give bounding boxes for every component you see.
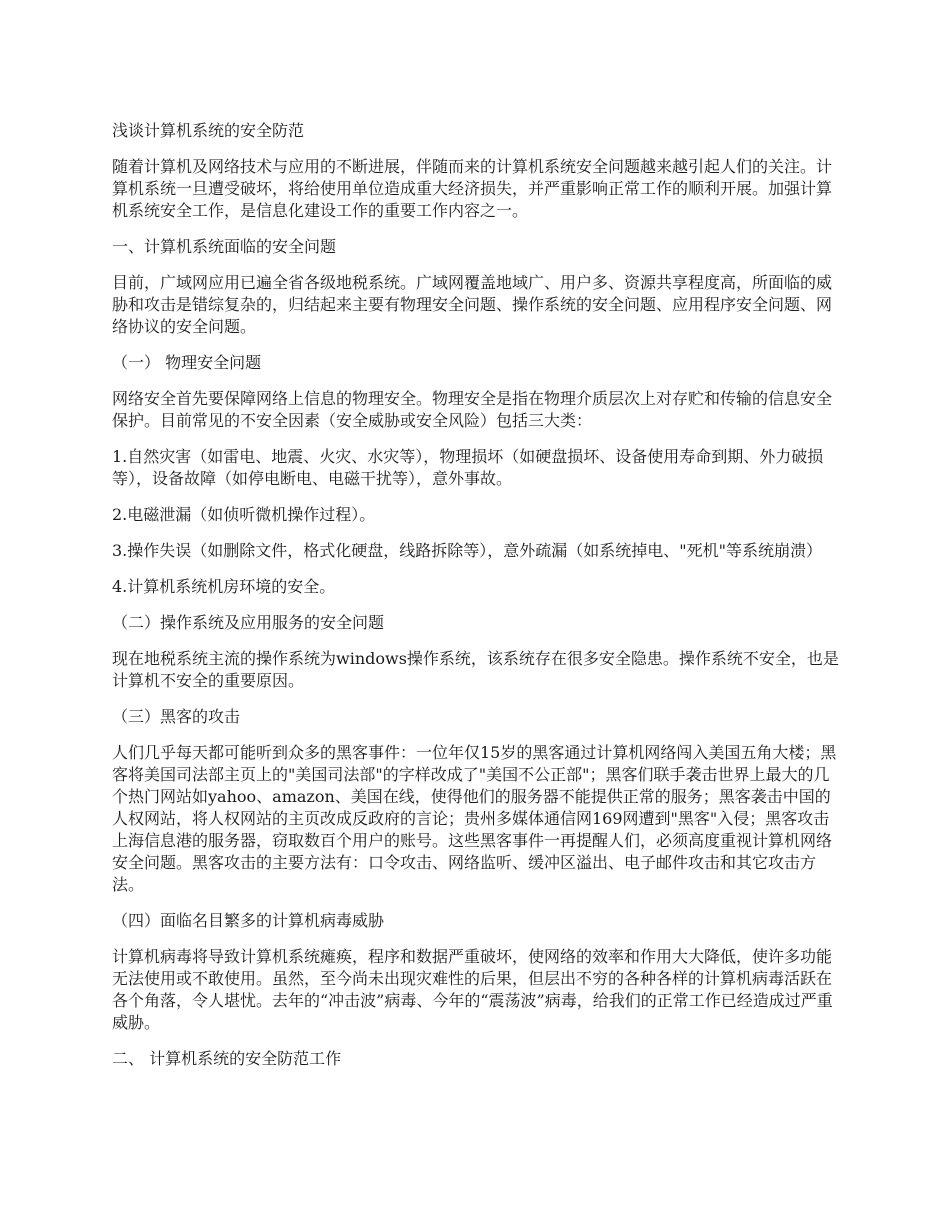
section-heading-1: 一、计算机系统面临的安全问题	[112, 237, 337, 256]
subsection-heading-2: （二）操作系统及应用服务的安全问题	[112, 613, 385, 632]
document-body	[112, 120, 842, 1084]
section-heading-2: 二、 计算机系统的安全防范工作	[112, 1049, 342, 1068]
paragraph: 现在地税系统主流的操作系统为windows操作系统，该系统存在很多安全隐患。操作系统不安全，也是计算机不安全的重要原因。	[112, 649, 839, 690]
list-item: 3.操作失误（如删除文件，格式化硬盘，线路拆除等），意外疏漏（如系统掉电、"死机"等系统崩溃）	[112, 541, 822, 560]
document-title: 浅谈计算机系统的安全防范	[112, 121, 305, 140]
list-item: 1.自然灾害（如雷电、地震、火灾、水灾等），物理损坏（如硬盘损坏、设备使用寿命到期、外力破损等），设备故障（如停电断电、电磁干扰等），意外事故。	[112, 447, 824, 488]
paragraph: 计算机病毒将导致计算机系统瘫痪，程序和数据严重破坏，使网络的效率和作用大大降低，使许多功能无法使用或不敢使用。虽然，至今尚未出现灾难性的后果，但层出不穷的各种各样的计算机病毒活跃在各个角落，令人堪忧。去年的“冲击波”病毒、今年的“震荡波”病毒，给我们的正常工作已经造成过严重威胁。	[112, 947, 833, 1032]
subsection-heading-3: （三）黑客的攻击	[112, 707, 241, 726]
list-item: 2.电磁泄漏（如侦听微机操作过程）。	[112, 505, 376, 524]
list-item: 4.计算机系统机房环境的安全。	[112, 577, 336, 596]
subsection-heading-4: （四）面临名目繁多的计算机病毒威胁	[112, 911, 385, 930]
subsection-heading-1: （一） 物理安全问题	[112, 353, 262, 372]
paragraph: 目前，广域网应用已遍全省各级地税系统。广域网覆盖地域广、用户多、资源共享程度高，所面临的威胁和攻击是错综复杂的，归结起来主要有物理安全问题、操作系统的安全问题、应用程序安全问题、网络协议的安全问题。	[112, 273, 833, 336]
paragraph-intro: 随着计算机及网络技术与应用的不断进展，伴随而来的计算机系统安全问题越来越引起人们的关注。计算机系统一旦遭受破坏，将给使用单位造成重大经济损失，并严重影响正常工作的顺利开展。加强计算机系统安全工作，是信息化建设工作的重要工作内容之一。	[112, 157, 833, 220]
paragraph: 人们几乎每天都可能听到众多的黑客事件：一位年仅15岁的黑客通过计算机网络闯入美国五角大楼；黑客将美国司法部主页上的"美国司法部"的字样改成了"美国不公正部"；黑客们联手袭击世界上最大的几个热门网站如yahoo、amazon、美国在线，使得他们的服务器不能提供正常的服务；黑客袭击中国的人权网站，将人权网站的主页改成反政府的言论；贵州多媒体通信网169网遭到"黑客"入侵；黑客攻击上海信息港的服务器，窃取数百个用户的账号。这些黑客事件一再提醒人们，必须高度重视计算机网络安全问题。黑客攻击的主要方法有：口令攻击、网络监听、缓冲区溢出、电子邮件攻击和其它攻击方法。	[112, 743, 837, 894]
paragraph: 网络安全首先要保障网络上信息的物理安全。物理安全是指在物理介质层次上对存贮和传输的信息安全保护。目前常见的不安全因素（安全威胁或安全风险）包括三大类：	[112, 389, 833, 430]
